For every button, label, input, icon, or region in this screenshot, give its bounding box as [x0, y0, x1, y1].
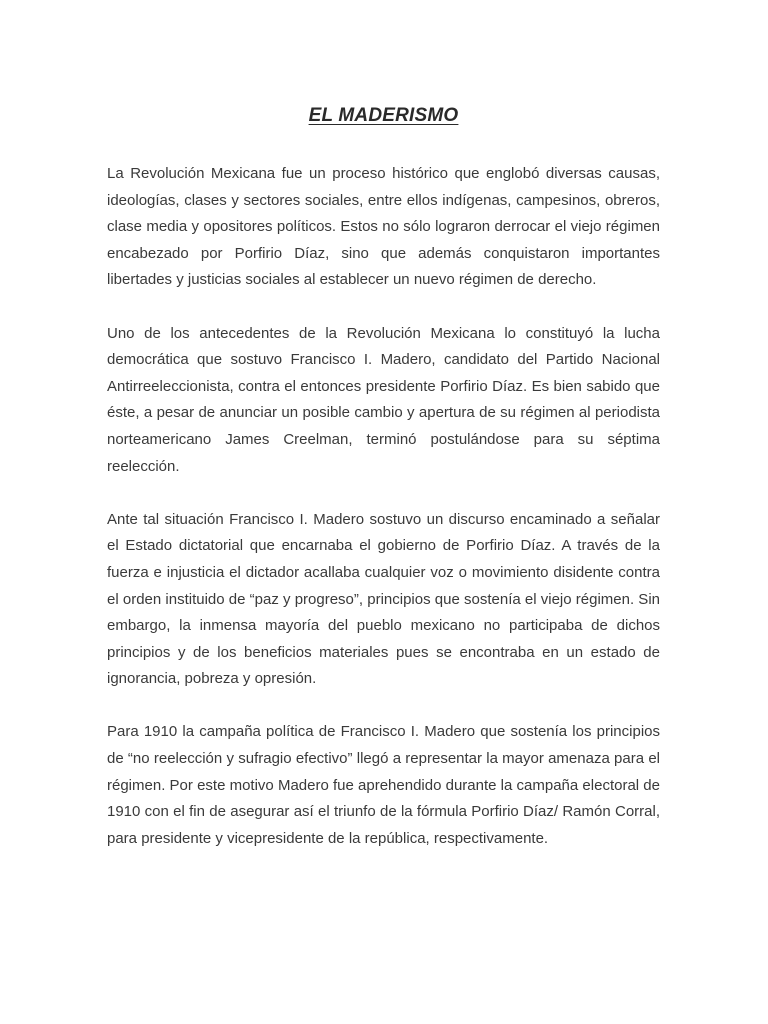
paragraph-2: Uno de los antecedentes de la Revolución Mexicana lo constituyó la lucha democrática que sostuvo Francisco I. Madero, candidato del Partido Nacional Antirreeleccionista, contra el entonces presidente Porfirio Díaz. Es bien sabido que éste, a pesar de anunciar un posible cambio y apertura de su régimen al periodista norteamericano James Creelman, terminó postulándose para su séptima reelección. [107, 324, 660, 475]
document-page [107, 104, 660, 879]
paragraph-1: La Revolución Mexicana fue un proceso histórico que englobó diversas causas, ideologías, clases y sectores sociales, entre ellos indígenas, campesinos, obreros, clase media y opositores políticos. Estos no sólo lograron derrocar el viejo régimen encabezado por Porfirio Díaz, sino que además conquistaron importantes libertades y justicias sociales al establecer un nuevo régimen de derecho. [107, 165, 660, 289]
paragraph-3: Ante tal situación Francisco I. Madero sostuvo un discurso encaminado a señalar el Estado dictatorial que encarnaba el gobierno de Porfirio Díaz. A través de la fuerza e injusticia el dictador acallaba cualquier voz o movimiento disidente contra el orden instituido de “paz y progreso”, principios que sostenía el viejo régimen. Sin embargo, la inmensa mayoría del pueblo mexicano no participaba de dichos principios y de los beneficios materiales pues se encontraba en un estado de ignorancia, pobreza y opresión. [107, 510, 660, 688]
document-title: EL MADERISMO [308, 105, 459, 126]
paragraph-4: Para 1910 la campaña política de Francisco I. Madero que sostenía los principios de “no reelección y sufragio efectivo” llegó a representar la mayor amenaza para el régimen. Por este motivo Madero fue aprehendido durante la campaña electoral de 1910 con el fin de asegurar así el triunfo de la fórmula Porfirio Díaz/ Ramón Corral, para presidente y vicepresidente de la república, respectivamente. [107, 723, 660, 847]
